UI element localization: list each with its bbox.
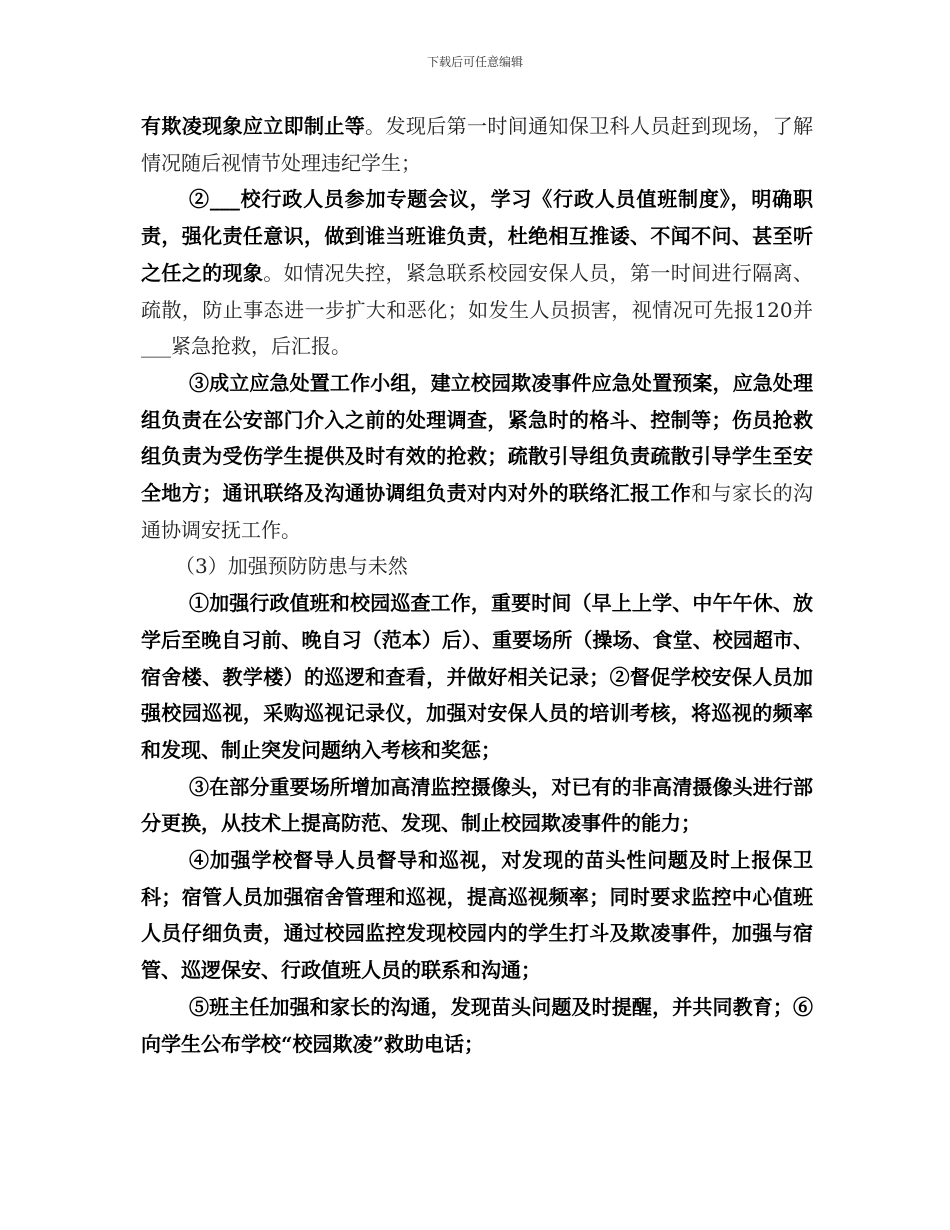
paragraph-6-bold: ③在部分重要场所增加高清监控摄像头，对已有的非高清摄像头进行部分更换，从技术上提高防范、发现、制止校园欺凌事件的能力； — [141, 774, 813, 836]
document-body — [141, 108, 813, 1062]
paragraph-1-bold: 有欺凌现象应立即制止等 — [141, 114, 366, 138]
paragraph-3-bold: ③成立应急处置工作小组，建立校园欺凌事件应急处置预案，应急处理组负责在公安部门介入之前的处理调查，紧急时的格斗、控制等；伤员抢救组负责为受伤学生提供及时有效的抢救；疏散引导组负责疏散引导学生至安全地方；通讯联络及沟通协调组负责对内对外的联络汇报工作 — [141, 370, 813, 506]
paragraph-5-bold: ①加强行政值班和校园巡查工作，重要时间（早上上学、中午午休、放学后至晚自习前、晚自习（范本）后）、重要场所（操场、食堂、校园超市、宿舍楼、教学楼）的巡逻和查看，并做好相关记录；②督促学校安保人员加强校园巡视，采购巡视记录仪，加强对安保人员的培训考核，将巡视的频率和发现、制止突发问题纳入考核和奖惩； — [141, 591, 813, 762]
paragraph-2-bold: ②___校行政人员参加专题会议，学习《行政人员值班制度》，明确职责，强化责任意识，做到谁当班谁负责，杜绝相互推诿、不闻不问、甚至听之任之的现象 — [141, 187, 813, 285]
paragraph-7 — [141, 842, 813, 989]
paragraph-8-bold: ⑤班主任加强和家长的沟通，发现苗头问题及时提醒，并共同教育；⑥向学生公布学校“校园欺凌”救助电话； — [141, 994, 813, 1056]
paragraph-3 — [141, 365, 813, 549]
paragraph-2-normal: 。如情况失控，紧急联系校园安保人员，第一时间进行隔离、疏散，防止事态进一步扩大和恶化；如发生人员损害，视情况可先报120并___紧急抢救，后汇报。 — [141, 260, 813, 359]
paragraph-3-normal: 和与家长的沟通协调安抚工作。 — [141, 481, 813, 542]
paragraph-1-normal: 。发现后第一时间通知保卫科人员赶到现场，了解情况随后视情节处理违纪学生； — [141, 114, 813, 175]
paragraph-1 — [141, 108, 813, 181]
paragraph-8 — [141, 989, 813, 1062]
page-header: 下载后可任意编辑 — [426, 55, 523, 69]
paragraph-6 — [141, 769, 813, 842]
section-heading-3-text: （3）加强预防防患与未然 — [175, 554, 408, 579]
paragraph-7-bold: ④加强学校督导人员督导和巡视，对发现的苗头性问题及时上报保卫科；宿管人员加强宿舍管理和巡视，提高巡视频率；同时要求监控中心值班人员仔细负责，通过校园监控发现校园内的学生打斗及欺凌事件，加强与宿管、巡逻保安、行政值班人员的联系和沟通； — [141, 848, 813, 983]
paragraph-5 — [141, 585, 813, 769]
paragraph-2 — [141, 181, 813, 365]
section-heading-3 — [141, 548, 813, 585]
